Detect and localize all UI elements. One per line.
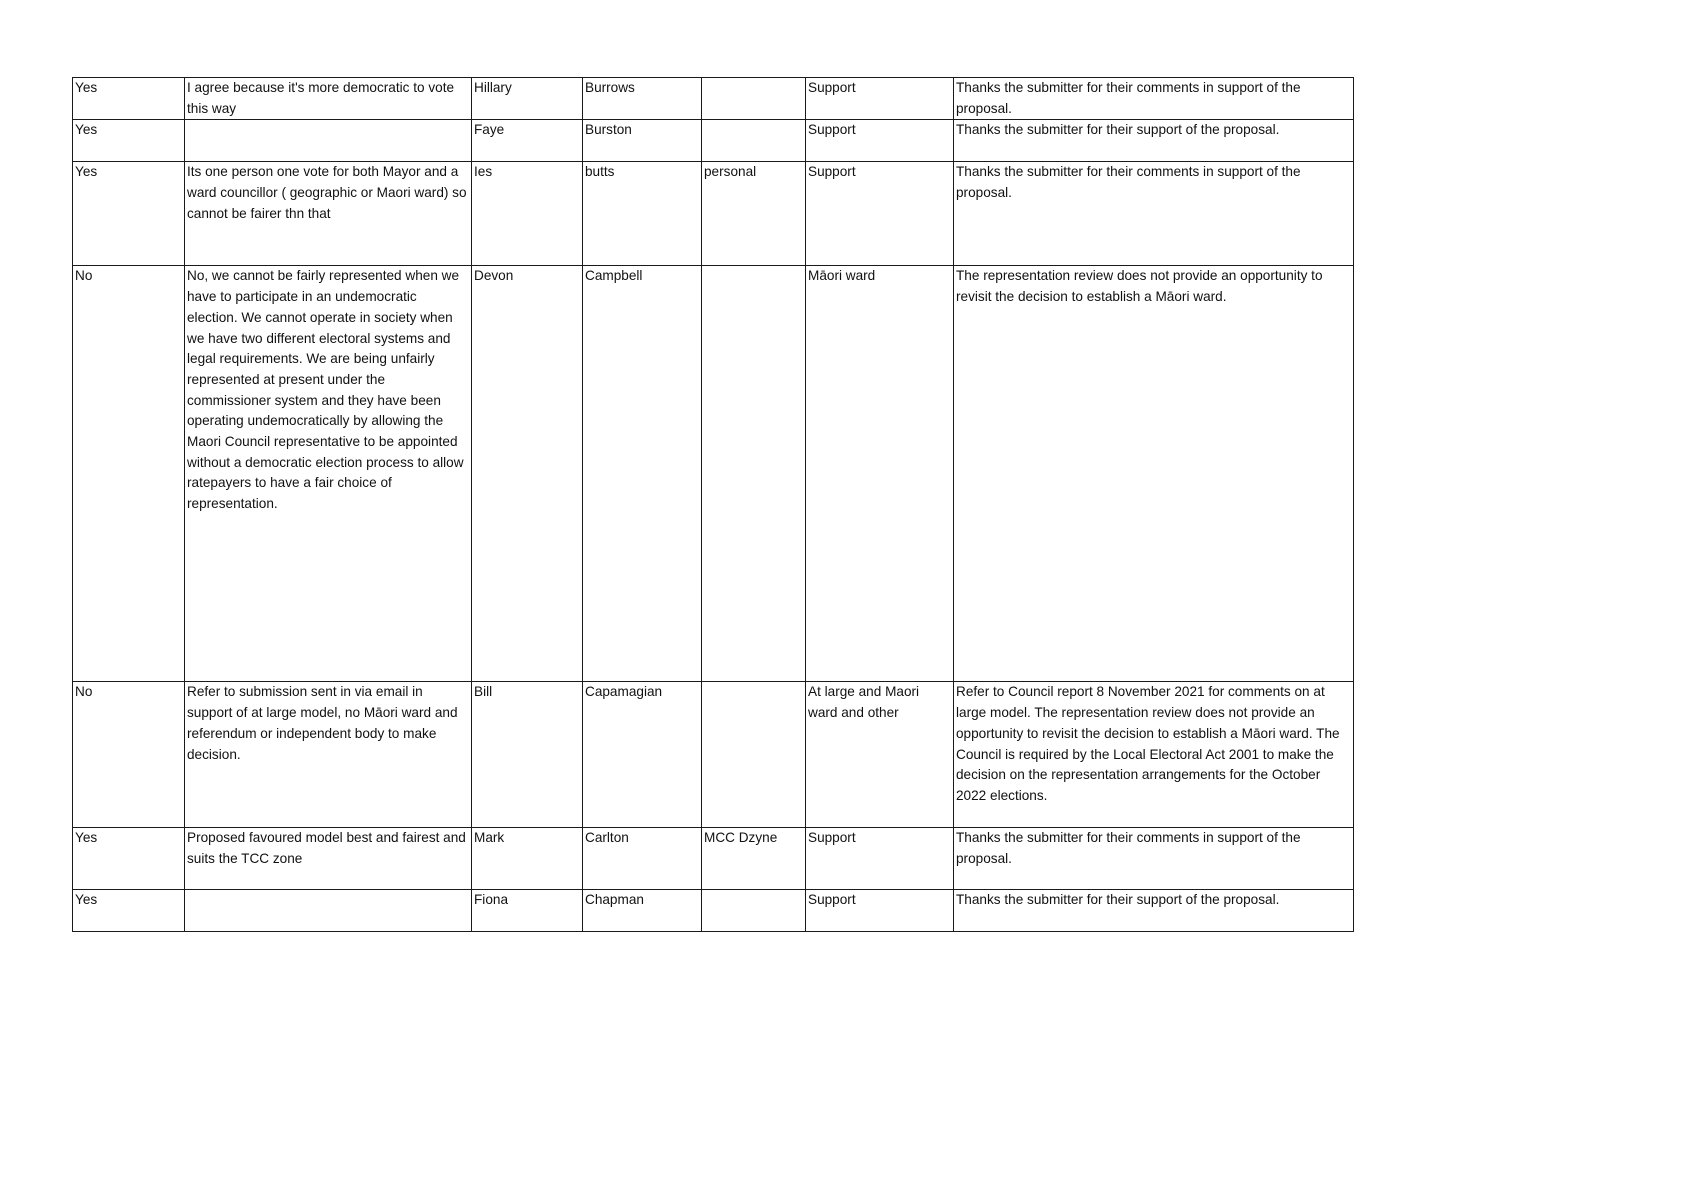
last-name-cell: Burrows [583, 78, 702, 120]
first-name-cell: Ies [472, 162, 583, 266]
preference-cell: Support [806, 162, 954, 266]
organisation-cell: MCC Dzyne [702, 828, 806, 890]
response-cell: Thanks the submitter for their comments in support of the proposal. [954, 162, 1354, 266]
table-row [73, 120, 1354, 162]
answer-cell: Yes [73, 120, 185, 162]
preference-cell: Support [806, 78, 954, 120]
table-row [73, 828, 1354, 890]
answer-cell: Yes [73, 78, 185, 120]
response-cell: Thanks the submitter for their comments in support of the proposal. [954, 828, 1354, 890]
comment-cell: I agree because it's more democratic to vote this way [185, 78, 472, 120]
preference-cell: Support [806, 890, 954, 932]
first-name-cell: Fiona [472, 890, 583, 932]
answer-cell: Yes [73, 828, 185, 890]
last-name-cell: Campbell [583, 266, 702, 682]
preference-cell: Support [806, 120, 954, 162]
last-name-cell: Chapman [583, 890, 702, 932]
answer-cell: Yes [73, 162, 185, 266]
last-name-cell: Burston [583, 120, 702, 162]
preference-cell: Support [806, 828, 954, 890]
organisation-cell: personal [702, 162, 806, 266]
last-name-cell: Capamagian [583, 682, 702, 828]
response-cell: Thanks the submitter for their support of the proposal. [954, 120, 1354, 162]
organisation-cell [702, 120, 806, 162]
response-cell: Refer to Council report 8 November 2021 for comments on at large model. The representation review does not provide an opportunity to revisit the decision to establish a Māori ward. The Council is required by the Local Electoral Act 2001 to make the decision on the representation arrangements for the October 2022 elections. [954, 682, 1354, 828]
first-name-cell: Devon [472, 266, 583, 682]
answer-cell: Yes [73, 890, 185, 932]
table-row [73, 78, 1354, 120]
response-cell: The representation review does not provide an opportunity to revisit the decision to establish a Māori ward. [954, 266, 1354, 682]
table-row [73, 890, 1354, 932]
first-name-cell: Hillary [472, 78, 583, 120]
response-cell: Thanks the submitter for their comments in support of the proposal. [954, 78, 1354, 120]
comment-cell: Proposed favoured model best and fairest and suits the TCC zone [185, 828, 472, 890]
first-name-cell: Bill [472, 682, 583, 828]
comment-cell [185, 890, 472, 932]
comment-cell: Refer to submission sent in via email in support of at large model, no Māori ward and referendum or independent body to make decision. [185, 682, 472, 828]
comment-cell [185, 120, 472, 162]
organisation-cell [702, 266, 806, 682]
answer-cell: No [73, 266, 185, 682]
table-row [73, 162, 1354, 266]
organisation-cell [702, 890, 806, 932]
first-name-cell: Faye [472, 120, 583, 162]
answer-cell: No [73, 682, 185, 828]
first-name-cell: Mark [472, 828, 583, 890]
response-cell: Thanks the submitter for their support of the proposal. [954, 890, 1354, 932]
organisation-cell [702, 682, 806, 828]
preference-cell: At large and Maori ward and other [806, 682, 954, 828]
preference-cell: Māori ward [806, 266, 954, 682]
last-name-cell: butts [583, 162, 702, 266]
table-row [73, 682, 1354, 828]
table-row [73, 266, 1354, 682]
last-name-cell: Carlton [583, 828, 702, 890]
organisation-cell [702, 78, 806, 120]
submissions-table [72, 77, 1354, 932]
comment-cell: No, we cannot be fairly represented when we have to participate in an undemocratic election. We cannot operate in society when we have two different electoral systems and legal requirements. We are being unfairly represented at present under the commissioner system and they have been operating undemocratically by allowing the Maori Council representative to be appointed without a democratic election process to allow ratepayers to have a fair choice of representation. [185, 266, 472, 682]
comment-cell: Its one person one vote for both Mayor and a ward councillor ( geographic or Maori ward) so cannot be fairer thn that [185, 162, 472, 266]
